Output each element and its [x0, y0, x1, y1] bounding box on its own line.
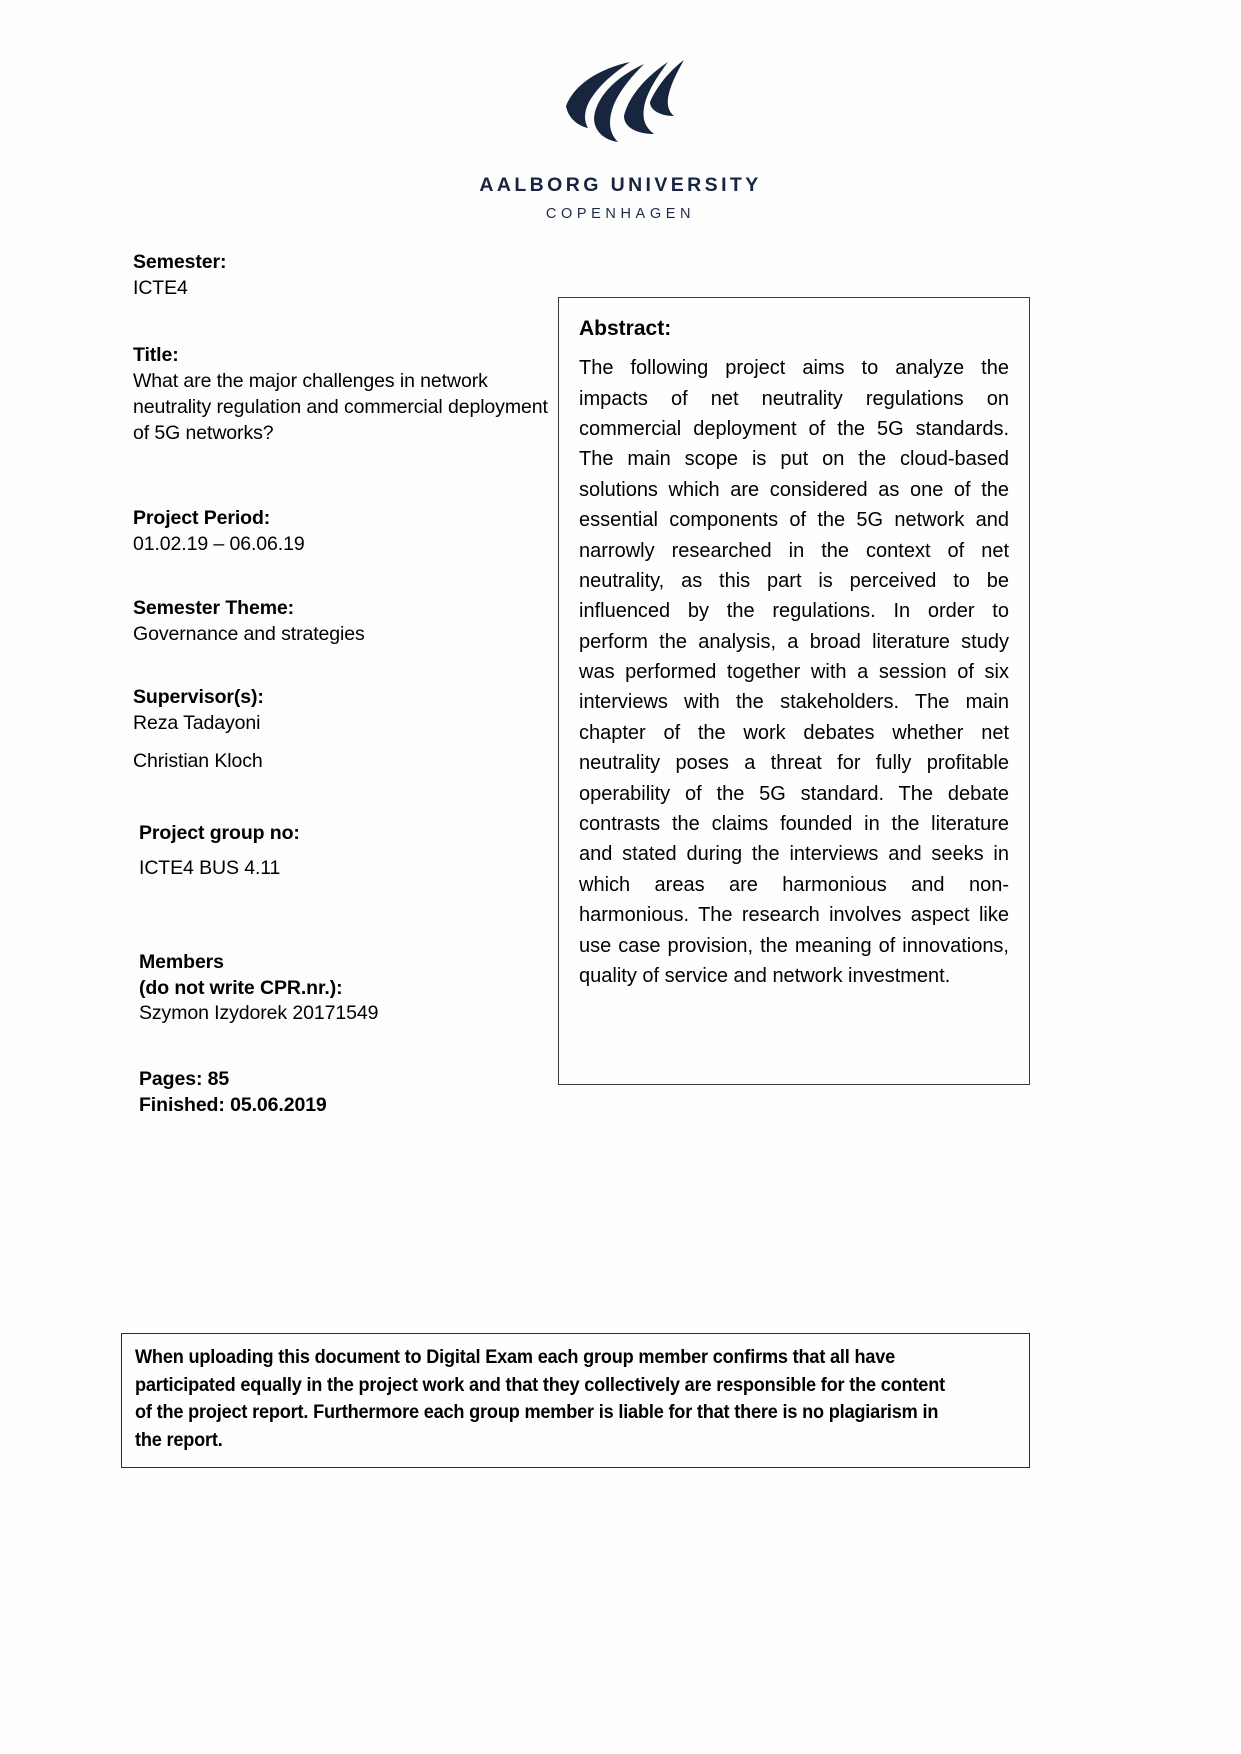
- semester-group: [133, 250, 553, 301]
- spacer: [133, 558, 553, 596]
- members-group: [133, 950, 553, 1027]
- project-metadata-column: [133, 250, 553, 1119]
- semester-theme-group: [133, 596, 553, 647]
- abstract-box: [558, 297, 1030, 1085]
- aalborg-university-logo-icon: [546, 58, 696, 150]
- title-value: What are the major challenges in network neutrality regulation and commercial deployment of 5G networks?: [133, 370, 548, 444]
- pages-count: Pages: 85: [139, 1068, 230, 1091]
- spacer: [133, 1027, 553, 1067]
- project-group-label: Project group no:: [139, 821, 300, 844]
- semester-theme-value: Governance and strategies: [133, 622, 365, 645]
- semester-theme-label: Semester Theme:: [133, 596, 295, 619]
- members-cpr-note: (do not write CPR.nr.):: [139, 976, 343, 999]
- spacer: [133, 882, 553, 950]
- project-period-label: Project Period:: [133, 507, 271, 530]
- supervisors-group: [133, 685, 553, 774]
- semester-value: ICTE4: [133, 276, 188, 299]
- title-group: [133, 343, 553, 446]
- logo-campus-name: COPENHAGEN: [545, 206, 696, 222]
- supervisor-name-2: Christian Kloch: [133, 749, 263, 772]
- title-label: Title:: [133, 344, 179, 367]
- project-group-group: [133, 821, 553, 882]
- abstract-body: The following project aims to analyze the impacts of net neutrality regulations on commercial deployment of the 5G standards. The main scope is put on the cloud-based solutions which are considered as one of the essential components of the 5G network and narrowly researched in the context of net neutrality, as this part is perceived to be influenced by the regulations. In order to perform the analysis, a broad literature study was performed together with a session of six interviews with the stakeholders. The main chapter of the work debates whether net neutrality poses a threat for fully profitable operability of the 5G standard. The debate contrasts the claims founded in the literature and stated during the interviews and seeks in which areas are harmonious and non-harmonious. The research involves aspect like use case provision, the meaning of innovations, quality of service and network investment.: [579, 357, 1009, 987]
- abstract-heading: Abstract:: [579, 317, 672, 340]
- supervisors-label: Supervisor(s):: [133, 686, 264, 709]
- spacer: [133, 775, 553, 821]
- logo-university-name: AALBORG UNIVERSITY: [479, 174, 762, 196]
- spacer: [133, 647, 553, 685]
- university-logo-block: [0, 58, 1241, 222]
- project-group-value: ICTE4 BUS 4.11: [139, 857, 281, 880]
- supervisor-name-1: Reza Tadayoni: [133, 712, 261, 735]
- spacer: [133, 301, 553, 343]
- project-period-value: 01.02.19 – 06.06.19: [133, 533, 305, 556]
- finished-date: Finished: 05.06.2019: [139, 1093, 327, 1116]
- spacer: [133, 446, 553, 506]
- spacer: [133, 737, 553, 749]
- spacer: [139, 846, 553, 856]
- digital-exam-declaration-box: [121, 1333, 1030, 1468]
- semester-label: Semester:: [133, 251, 227, 273]
- project-period-group: [133, 506, 553, 557]
- member-name-1: Szymon Izydorek 20171549: [139, 1002, 379, 1025]
- pages-finished-group: [133, 1067, 553, 1118]
- declaration-text: When uploading this document to Digital Exam each group member confirms that all have participated equally in the project work and that they collectively are responsible for the content of the project report. Furthermore each group member is liable for that there is no plagiarism in the report.: [135, 1346, 945, 1452]
- members-label: Members: [139, 951, 224, 974]
